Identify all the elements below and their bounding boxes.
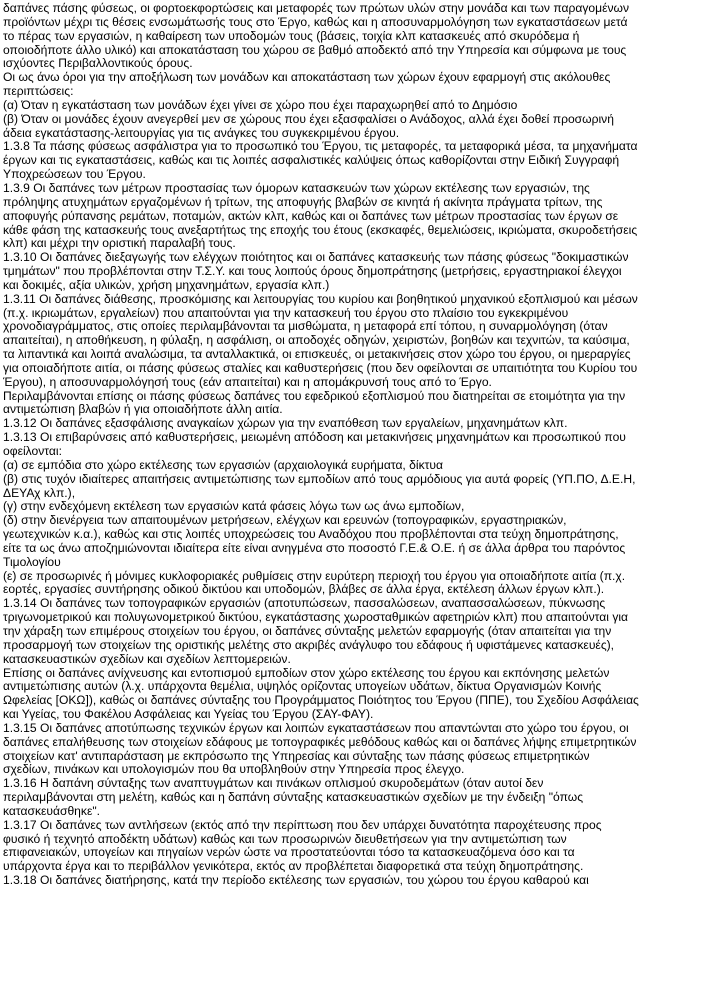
text-line: φυσικό ή τεχνητό αποδέκτη υδάτων) καθώς και των προσωρινών διευθετήσεων για την αντιμετώπιση των [3, 832, 567, 846]
text-line: 1.3.14 Οι δαπάνες των τοπογραφικών εργασιών (αποτυπώσεων, πασσαλώσεων, αναπασσαλώσεων, πύκνωσης [3, 597, 606, 611]
text-line: επιφανειακών, υπογείων και πηγαίων νερών ώστε να προστατεύονται τόσο τα κατασκευαζόμενα όσο και τα [3, 846, 575, 860]
text-line: σχεδίων, πινάκων και υπολογισμών που θα υποβληθούν στην Υπηρεσία προς έλεγχο. [3, 763, 465, 777]
text-line: άδεια εγκατάστασης-λειτουργίας για τις ανάγκες του συγκεκριμένου έργου. [3, 126, 400, 140]
text-line: Οι ως άνω όροι για την αποξήλωση των μονάδων και αποκατάσταση των χώρων έχουν εφαρμογή στις ακόλουθες [3, 71, 611, 85]
text-line: για οποιαδήποτε αιτία, οι πάσης φύσεως σταλίες και καθυστερήσεις (που δεν οφείλονται σε υπαιτιότητα του Κυρίου του [3, 361, 638, 375]
text-line: κάθε φάση της κατασκευής τους ανεξαρτήτως της εποχής του έτους (εκσκαφές, θεμελιώσεις, ικριώματα, σκυροδετήσεις [3, 223, 638, 237]
text-line: 1.3.17 Οι δαπάνες των αντλήσεων (εκτός από την περίπτωση που δεν υπάρχει δυνατότητα παροχέτευσης προς [3, 818, 602, 832]
text-line: 1.3.8 Τα πάσης φύσεως ασφάλιστρα για το προσωπικό του Έργου, τις μεταφορές, τα μεταφορικά μέσα, τα μηχανήματα [3, 140, 638, 154]
text-line: (ε) σε προσωρινές ή μόνιμες κυκλοφοριακές ρυθμίσεις στην ευρύτερη περιοχή του έργου για οποιαδήποτε αιτία (π.χ. [3, 569, 626, 583]
document-body [3, 2, 712, 888]
text-line: χρονοδιαγράμματος, στις οποίες περιλαμβάνονται τα μισθώματα, η μεταφορά επί τόπου, η συναρμολόγηση (όταν [3, 320, 608, 334]
text-line: 1.3.18 Οι δαπάνες διατήρησης, κατά την περίοδο εκτέλεσης των εργασιών, του χώρου του έργου καθαρού και [3, 874, 589, 888]
text-line: απαιτείται), η αποθήκευση, η φύλαξη, η ασφάλιση, οι αποδοχές οδηγών, χειριστών, βοηθών και τεχνιτών, τα καύσιμα, [3, 334, 630, 348]
text-line: τμημάτων" που προβλέπονται στην Τ.Σ.Υ. και τους λοιπούς όρους δημοπράτησης (μετρήσεις, εργαστηριακοί έλεγχοι [3, 265, 622, 279]
text-line: 1.3.15 Οι δαπάνες αποτύπωσης τεχνικών έργων και λοιπών εγκαταστάσεων που απαντώνται στο χώρο του έργου, οι [3, 721, 629, 735]
text-line: κατασκευαστικών σχεδίων και σχεδίων λεπτομερειών. [3, 652, 291, 666]
text-line: εορτές, εργασίες συντήρησης οδικού δικτύου και υποδομών, βλάβες σε άλλα έργα, εκτέλεση άλλων έργων κλπ.). [3, 583, 605, 597]
text-line: δαπάνες επαλήθευσης των στοιχείων εδάφους με τοπογραφικές μεθόδους καθώς και οι δαπάνες λήψης επιμετρητικών [3, 735, 637, 749]
text-line: αποφυγής ρύπανσης ρεμάτων, ποταμών, ακτών κλπ, καθώς και οι δαπάνες των μέτρων προστασίας των έργων σε [3, 209, 619, 223]
text-line: (β) Όταν οι μονάδες έχουν ανεγερθεί μεν σε χώρους που έχει εξασφαλίσει ο Ανάδοχος, αλλά έχει δοθεί προσωρινή [3, 112, 614, 126]
text-line: 1.3.10 Οι δαπάνες διεξαγωγής των ελέγχων ποιότητος και οι δαπάνες κατασκευής των πάσης φύσεως "δοκιμαστικών [3, 251, 629, 265]
text-line: το πέρας των εργασιών, η καθαίρεση των υποδομών τους (βάσεις, τοιχία κλπ κατασκευές από σκυρόδεμα ή [3, 29, 580, 43]
text-line: οφείλονται: [3, 445, 62, 458]
text-line: 1.3.11 Οι δαπάνες διάθεσης, προσκόμισης και λειτουργίας του κυρίου και βοηθητικού μηχανικού εξοπλισμού και μέσων [3, 292, 638, 306]
text-line: τριγωνομετρικού και πολυγωνομετρικού δικτύου, εγκατάστασης χωροσταθμικών αφετηριών κλπ) που απαιτούνται για [3, 611, 629, 625]
text-line: ΔΕΥΑχ κλπ.), [3, 486, 76, 500]
text-line: και Υγείας, του Φακέλου Ασφάλειας και Υγείας του Έργου (ΣΑΥ-ΦΑΥ). [3, 708, 374, 722]
text-line: πρόληψης ατυχημάτων εργαζομένων ή τρίτων, της αποφυγής βλαβών σε κινητά ή ακίνητα πράγματα τρίτων, της [3, 195, 603, 209]
text-line: αντιμετώπισης αυτών (λ.χ. υπάρχοντα θεμέλια, υψηλός ορίζοντας υπογείων υδάτων, δίκτυα Οργανισμών Κοινής [3, 680, 602, 694]
text-line: οποιοδήποτε άλλο υλικό) και αποκατάσταση του χώρου σε βαθμό αποδεκτό από την Υπηρεσία και σύμφωνα με τους [3, 43, 627, 57]
text-line: προϊόντων μέχρι τις θέσεις ενσωμάτωσής τους στο Έργο, καθώς και η αποσυναρμολόγηση των εγκαταστάσεων μετά [3, 15, 628, 29]
text-line: περιλαμβάνονται στη μελέτη, καθώς και η δαπάνη σύνταξης κατασκευαστικών σχεδίων με την ένδειξη "όπως [3, 791, 584, 805]
text-line: είτε τα ως άνω αποζημιώνονται ιδιαίτερα είτε είναι ανηγμένα στο ποσοστό Γ.Ε.& Ο.Ε. ή σε άλλα άρθρα του παρόντος [3, 541, 626, 555]
text-line: (α) Όταν η εγκατάσταση των μονάδων έχει γίνει σε χώρο που έχει παραχωρηθεί από το Δημόσιο [3, 98, 518, 112]
text-line: (δ) στην διενέργεια των απαιτουμένων μετρήσεων, ελέγχων και ερευνών (τοπογραφικών, εργαστηριακών, [3, 514, 567, 528]
text-line: 1.3.9 Οι δαπάνες των μέτρων προστασίας των όμορων κατασκευών των χώρων εκτέλεσης των εργασιών, της [3, 181, 590, 195]
text-line: περιπτώσεις: [3, 85, 74, 99]
text-line: και δοκιμές, αξία υλικών, χρήση μηχανημάτων, εργασία κλπ.) [3, 278, 330, 292]
text-line: δαπάνες πάσης φύσεως, οι φορτοεκφορτώσεις και μεταφορές των πρώτων υλών στην μονάδα και των παραγομένων [3, 2, 630, 15]
text-line: (π.χ. ικριωμάτων, εργαλείων) που απαιτούνται για την κατασκευή του έργου στο πλαίσιο του εγκεκριμένου [3, 306, 569, 320]
text-line: την χάραξη των επιμέρους στοιχείων του έργου, οι δαπάνες σύνταξης μελετών εφαρμογής (όταν απαιτείται για την [3, 624, 612, 638]
text-line: (β) στις τυχόν ιδιαίτερες απαιτήσεις αντιμετώπισης των εμποδίων από τους αρμόδιους για αυτά φορείς (ΥΠ.ΠΟ, Δ.Ε.Η, [3, 472, 636, 486]
text-line: Επίσης οι δαπάνες ανίχνευσης και εντοπισμού εμποδίων στον χώρο εκτέλεσης του έργου και εκπόνησης μελετών [3, 666, 610, 680]
text-line: ισχύοντες Περιβαλλοντικούς όρους. [3, 57, 193, 71]
text-line: 1.3.12 Οι δαπάνες εξασφάλισης αναγκαίων χώρων για την εναπόθεση των εργαλείων, μηχανημάτων κλπ. [3, 417, 568, 431]
text-line: στοιχείων κατ' αντιπαράσταση με εκπρόσωπο της Υπηρεσίας και σύνταξης των πάσης φύσεως επιμετρητικών [3, 749, 590, 763]
text-line: Ωφελείας [ΟΚΩ]), καθώς οι δαπάνες σύνταξης του Προγράμματος Ποιότητος του Έργου (ΠΠΕ), του Σχεδίου Ασφάλειας [3, 694, 639, 708]
text-line: 1.3.13 Οι επιβαρύνσεις από καθυστερήσεις, μειωμένη απόδοση και μετακινήσεις μηχανημάτων και προσωπικού που [3, 431, 626, 445]
text-line: υπάρχοντα έργα και το περιβάλλον γενικότερα, εκτός αν προβλέπεται διαφορετικά στα τεύχη δημοπράτησης. [3, 860, 584, 874]
text-line: γεωτεχνικών κ.α.), καθώς και στις λοιπές υποχρεώσεις του Αναδόχου που προβλέπονται στα τεύχη δημοπράτησης, [3, 528, 619, 542]
text-line: Περιλαμβάνονται επίσης οι πάσης φύσεως δαπάνες του εφεδρικού εξοπλισμού που διατηρείται σε ετοιμότητα για την [3, 389, 626, 403]
text-line: Έργου), η αποσυναρμολόγησή τους (εάν απαιτείται) και η απομάκρυνσή τους από το Έργο. [3, 375, 492, 389]
text-line: (γ) στην ενδεχόμενη εκτέλεση των εργασιών κατά φάσεις λόγω των ως άνω εμποδίων, [3, 500, 465, 514]
text-line: έργων και τις εγκαταστάσεις, καθώς και τις λοιπές ασφαλιστικές καλύψεις όπως καθορίζονται στην Ειδική Συγγραφή [3, 154, 620, 168]
text-line: 1.3.16 Η δαπάνη σύνταξης των αναπτυγμάτων και πινάκων οπλισμού σκυροδεμάτων (όταν αυτοί δεν [3, 777, 544, 791]
text-line: κλπ) και μέχρι την οριστική παραλαβή τους. [3, 237, 236, 251]
text-line: Υποχρεώσεων του Έργου. [3, 168, 146, 182]
text-line: (α) σε εμπόδια στο χώρο εκτέλεσης των εργασιών (αρχαιολογικά ευρήματα, δίκτυα [3, 458, 444, 472]
text-line: κατασκευάσθηκε". [3, 804, 101, 818]
text-line: Τιμολογίου [3, 555, 61, 569]
text-line: προσαρμογή των στοιχείων της οριστικής μελέτης στο ακριβές ανάγλυφο του εδάφους ή υφιστάμενες κατασκευές), [3, 638, 615, 652]
text-line: τα λιπαντικά και λοιπά αναλώσιμα, τα ανταλλακτικά, οι επισκευές, οι μετακινήσεις στον χώρο του έργου, οι ημεραργίες [3, 348, 631, 362]
text-line: αντιμετώπιση βλαβών ή για οποιαδήποτε άλλη αιτία. [3, 403, 283, 417]
